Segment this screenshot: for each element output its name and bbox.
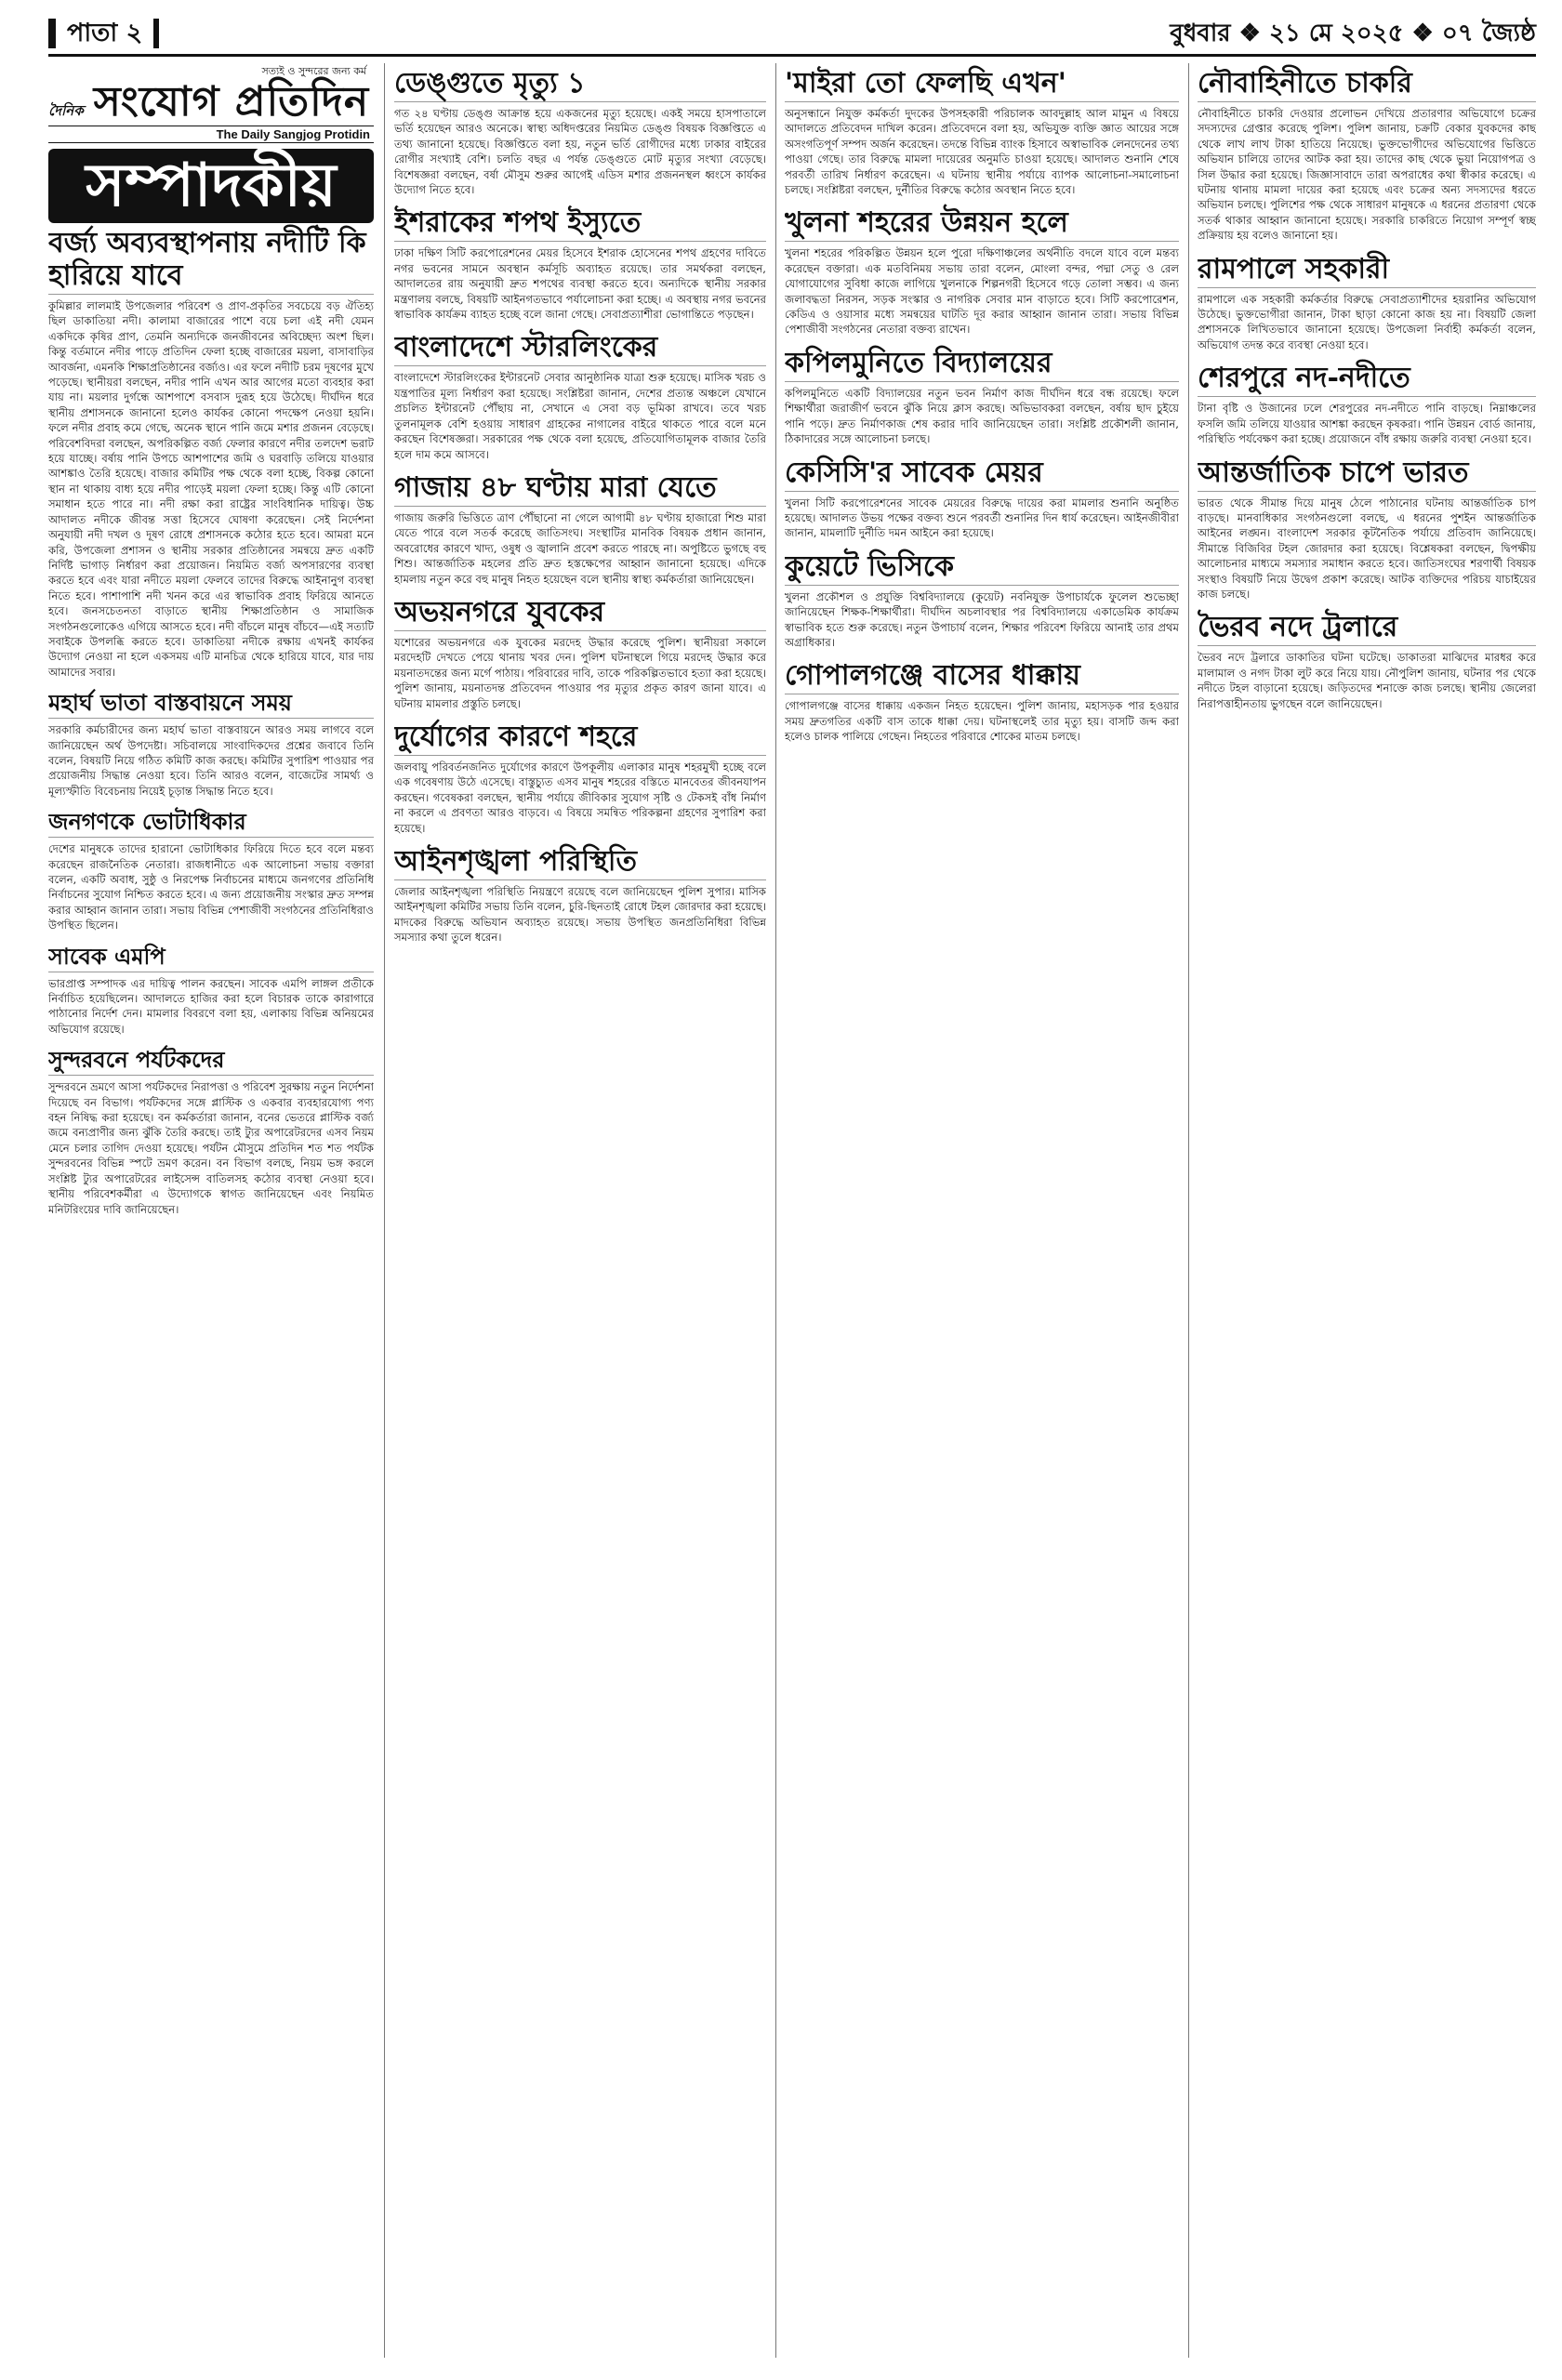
article-body: জলবায়ু পরিবর্তনজনিত দুর্যোগের কারণে উপকূলীয় এলাকার মানুষ শহরমুখী হচ্ছে বলে এক গবেষণায় উঠে এসেছে। বাস্তুচ্যুত এসব মানুষ শহরের বস্তিতে মানবেতর জীবনযাপন করছেন। গবেষকরা বলছেন, স্থানীয় পর্যায়ে জীবিকার সুযোগ সৃষ্টি ও টেকসই বাঁধ নির্মাণ না করলে এ প্রবণতা আরও বাড়বে। এ বিষয়ে সমন্বিত পরিকল্পনা গ্রহণের সুপারিশ করা হয়েছে। [394, 760, 766, 835]
article [785, 347, 1179, 447]
article-body: সরকারি কর্মচারীদের জন্য মহার্ঘ ভাতা বাস্তবায়নে আরও সময় লাগবে বলে জানিয়েছেন অর্থ উপদেষ্টা। সচিবালয়ে সাংবাদিকদের প্রশ্নের জবাবে তিনি বলেন, বিষয়টি নিয়ে গঠিত কমিটি কাজ করছে। কমিটির সুপারিশ পাওয়ার পর প্রয়োজনীয় সিদ্ধান্ত নেওয়া হবে। তিনি আরও বলেন, বাজেটের সামর্থ্য ও মূল্যস্ফীতি বিবেচনায় নিয়েই চূড়ান্ত সিদ্ধান্ত নিতে হবে। [48, 723, 374, 798]
article-headline: ডেঙ্গুতে মৃত্যু ১ [394, 67, 766, 102]
article-body: দেশের মানুষকে তাদের হারানো ভোটাধিকার ফিরিয়ে দিতে হবে বলে মন্তব্য করেছেন রাজনৈতিক নেতারা। রাজধানীতে এক আলোচনা সভায় বক্তারা বলেন, একটি অবাধ, সুষ্ঠু ও নিরপেক্ষ নির্বাচনের মাধ্যমে জনগণের প্রতিনিধি নির্বাচনের সুযোগ নিশ্চিত করতে হবে। এ জন্য প্রয়োজনীয় সংস্কার দ্রুত সম্পন্ন করার আহ্বান জানান তারা। সভায় বিভিন্ন পেশাজীবী সংগঠনের প্রতিনিধিরাও উপস্থিত ছিলেন। [48, 842, 374, 932]
column-3 [785, 63, 1179, 2358]
article [1198, 456, 1536, 602]
masthead [48, 63, 374, 223]
columns [48, 63, 1536, 2358]
article-headline: মহার্ঘ ভাতা বাস্তবায়নে সময় [48, 689, 374, 719]
article [394, 206, 766, 322]
article [394, 471, 766, 587]
article-body: অনুসন্ধানে নিযুক্ত কর্মকর্তা দুদকের উপসহকারী পরিচালক আবদুল্লাহ আল মামুন এ বিষয়ে আদালতে প্রতিবেদন দাখিল করেন। প্রতিবেদনে বলা হয়, অভিযুক্ত ব্যক্তি জ্ঞাত আয়ের সঙ্গে অসংগতিপূর্ণ সম্পদ অর্জন করেছেন। তদন্তে বিভিন্ন ব্যাংক হিসাবে অস্বাভাবিক লেনদেনের তথ্য পাওয়া গেছে। তার বিরুদ্ধে মামলা দায়েরের অনুমতি চাওয়া হয়েছে। আদালত শুনানি শেষে পরবর্তী তারিখ নির্ধারণ করেছেন। এ ঘটনায় স্থানীয় পর্যায়ে ব্যাপক আলোচনা-সমালোচনা চলছে। সংশ্লিষ্টরা বলছেন, দুর্নীতির বিরুদ্ধে কঠোর অবস্থান নিতে হবে। [785, 107, 1179, 197]
article [785, 456, 1179, 541]
article [394, 721, 766, 836]
article [394, 67, 766, 197]
masthead-daily: দৈনিক [48, 102, 84, 119]
article [48, 808, 374, 932]
article [785, 550, 1179, 651]
column-1 [48, 63, 374, 2358]
article-headline: ভৈরব নদে ট্রলারে [1198, 611, 1536, 646]
article-body: ভারপ্রাপ্ত সম্পাদক এর দায়িত্ব পালন করছেন। সাবেক এমপি লাঙ্গল প্রতীকে নির্বাচিত হয়েছিলেন। আদালতে হাজির করা হলে বিচারক তাকে কারাগারে পাঠানোর নির্দেশ দেন। মামলার বিবরণে বলা হয়, এলাকায় বিভিন্ন অনিয়মের অভিযোগ রয়েছে। [48, 976, 374, 1036]
masthead-tagline: সত্যই ও সুন্দরের জন্য কর্ম [261, 65, 366, 77]
article-body: খুলনা প্রকৌশল ও প্রযুক্তি বিশ্ববিদ্যালয়ে (কুয়েট) নবনিযুক্ত উপাচার্যকে ফুলেল শুভেচ্ছা জানিয়েছেন শিক্ষক-শিক্ষার্থীরা। দীর্ঘদিন অচলাবস্থার পর বিশ্ববিদ্যালয়ে একাডেমিক কার্যক্রম স্বাভাবিক হতে শুরু করেছে। নতুন উপাচার্য বলেন, শিক্ষার পরিবেশ ফিরিয়ে আনাই তার প্রথম অগ্রাধিকার। [785, 589, 1179, 649]
article-body: কুমিল্লার লালমাই উপজেলার পরিবেশ ও প্রাণ-প্রকৃতির সবচেয়ে বড় ঐতিহ্য ছিল ডাকাতিয়া নদী। কালামা বাজারের পাশে বয়ে চলা এই নদী যেমন একদিকে কৃষির প্রাণ, তেমনি অন্যদিকে জনজীবনের অবিচ্ছেদ্য অংশ ছিল। কিন্তু বর্তমানে নদীর পাড়ে প্রতিদিন ফেলা হচ্ছে বাজারের ময়লা, বাসাবাড়ির আবর্জনা, এমনকি শিক্ষাপ্রতিষ্ঠানের বর্জ্যও। এর ফলে নদীটি চরম দূষণের মুখে পড়েছে। স্থানীয়রা বলছেন, নদীর পানি এখন আর আগের মতো ব্যবহার করা যায় না। ময়লার দুর্গন্ধে আশপাশে বসবাস দুরূহ হয়ে উঠেছে। দীর্ঘদিন ধরে স্থানীয় প্রশাসনকে জানানো হলেও কার্যকর কোনো পদক্ষেপ নেওয়া হয়নি। ফলে নদীর প্রবাহ কমে গেছে, অনেক স্থানে পানি জমে মশার প্রজনন বেড়েছে। পরিবেশবিদরা বলছেন, অপরিকল্পিত বর্জ্য ফেলার কারণে নদীর তলদেশ ভরাট হয়ে যাচ্ছে। বর্ষায় পানি উপচে আশপাশের জমি ও ঘরবাড়ি তলিয়ে যাওয়ার আশঙ্কাও তৈরি হয়েছে। বাজার কমিটির পক্ষ থেকে বলা হচ্ছে, বিকল্প কোনো স্থান না থাকায় বাধ্য হয়ে নদীর পাড়েই ময়লা ফেলা হচ্ছে। কিন্তু এটি কোনো সমাধান হতে পারে না। নদী রক্ষা করা রাষ্ট্রের সাংবিধানিক দায়িত্ব। উচ্চ আদালত নদীকে জীবন্ত সত্তা হিসেবে ঘোষণা করেছেন। সেই নির্দেশনা অনুযায়ী নদী দখল ও দূষণ রোধে প্রশাসনকে কঠোর হতে হবে। আমরা মনে করি, উপজেলা প্রশাসন ও স্থানীয় সরকার প্রতিষ্ঠানের সমন্বয়ে দ্রুত একটি নির্দিষ্ট ভাগাড় নির্ধারণ করা প্রয়োজন। নিয়মিত বর্জ্য অপসারণের ব্যবস্থা করতে হবে এবং যারা নদীতে ময়লা ফেলবে তাদের বিরুদ্ধে আইনানুগ ব্যবস্থা নিতে হবে। পাশাপাশি নদী খনন করে এর স্বাভাবিক প্রবাহ ফিরিয়ে আনতে হবে। জনসচেতনতা বাড়াতে স্থানীয় শিক্ষাপ্রতিষ্ঠান ও সামাজিক সংগঠনগুলোকেও এগিয়ে আসতে হবে। নদী বাঁচলে মানুষ বাঁচবে—এই সত্যটি সবাইকে উপলব্ধি করতে হবে। ডাকাতিয়া নদীকে রক্ষায় এখনই কার্যকর উদ্যোগ নেওয়া না হলে একসময় এটি মানচিত্র থেকে হারিয়ে যাবে, যার দায় আমাদের সবার। [48, 299, 374, 679]
page-header [48, 15, 1536, 57]
article-body: যশোরের অভয়নগরে এক যুবকের মরদেহ উদ্ধার করেছে পুলিশ। স্থানীয়রা সকালে মরদেহটি দেখতে পেয়ে থানায় খবর দেন। পুলিশ ঘটনাস্থলে গিয়ে মরদেহ উদ্ধার করে ময়নাতদন্তের জন্য মর্গে পাঠায়। পরিবারের দাবি, তাকে পরিকল্পিতভাবে হত্যা করা হয়েছে। পুলিশ জানায়, ময়নাতদন্ত প্রতিবেদন পাওয়ার পর মৃত্যুর প্রকৃত কারণ জানা যাবে। এ ঘটনায় মামলার প্রস্তুতি চলছে। [394, 635, 766, 710]
article-headline: নৌবাহিনীতে চাকরি [1198, 67, 1536, 102]
column-divider [775, 63, 776, 2358]
dateline: বুধবার ❖ ২১ মে ২০২৫ ❖ ০৭ জ্যৈষ্ঠ [1170, 20, 1536, 47]
column-1-articles [48, 227, 374, 1217]
masthead-title-en: The Daily Sangjog Protidin [48, 126, 374, 143]
article [1198, 611, 1536, 711]
article-headline: জনগণকে ভোটাধিকার [48, 808, 374, 838]
article [1198, 362, 1536, 446]
article-headline: গাজায় ৪৮ ঘণ্টায় মারা যেতে [394, 471, 766, 507]
editorial-banner: সম্পাদকীয় [48, 149, 374, 223]
article-headline: শেরপুরে নদ-নদীতে [1198, 362, 1536, 397]
article-body: খুলনা শহরের পরিকল্পিত উন্নয়ন হলে পুরো দক্ষিণাঞ্চলের অর্থনীতি বদলে যাবে বলে মন্তব্য করেছেন বক্তারা। এক মতবিনিময় সভায় তারা বলেন, মোংলা বন্দর, পদ্মা সেতু ও রেল যোগাযোগের সুবিধা কাজে লাগিয়ে খুলনাকে শিল্পনগরী হিসেবে গড়ে তোলা সম্ভব। এ জন্য জলাবদ্ধতা নিরসন, সড়ক সংস্কার ও নাগরিক সেবার মান বাড়াতে হবে। সিটি করপোরেশন, কেডিএ ও ওয়াসার মধ্যে সমন্বয়ের ঘাটতি দূর করার আহ্বান জানান তারা। সভায় বিভিন্ন পেশাজীবী সংগঠনের নেতারা বক্তব্য রাখেন। [785, 246, 1179, 337]
article-headline: কপিলমুনিতে বিদ্যালয়ের [785, 347, 1179, 382]
article-body: জেলার আইনশৃঙ্খলা পরিস্থিতি নিয়ন্ত্রণে রয়েছে বলে জানিয়েছেন পুলিশ সুপার। মাসিক আইনশৃঙ্খলা কমিটির সভায় তিনি বলেন, চুরি-ছিনতাই রোধে টহল জোরদার করা হয়েছে। মাদকের বিরুদ্ধে অভিযান অব্যাহত রয়েছে। সভায় উপস্থিত জনপ্রতিনিধিরা বিভিন্ন সমস্যার কথা তুলে ধরেন। [394, 885, 766, 945]
article-body: গোপালগঞ্জে বাসের ধাক্কায় একজন নিহত হয়েছেন। পুলিশ জানায়, মহাসড়ক পার হওয়ার সময় দ্রুতগতির একটি বাস তাকে ধাক্কা দেয়। ঘটনাস্থলেই তার মৃত্যু হয়। বাসটি জব্দ করা হলেও চালক পালিয়ে গেছেন। নিহতের পরিবারে শোকের মাতম চলছে। [785, 699, 1179, 744]
article [1198, 67, 1536, 244]
article-headline: অভয়নগরে যুবকের [394, 596, 766, 631]
article [785, 659, 1179, 744]
article [48, 227, 374, 680]
article [785, 206, 1179, 337]
article-body: রামপালে এক সহকারী কর্মকর্তার বিরুদ্ধে সেবাপ্রত্যাশীদের হয়রানির অভিযোগ উঠেছে। ভুক্তভোগীরা জানান, টাকা ছাড়া কোনো কাজ হয় না। বিষয়টি জেলা প্রশাসনকে লিখিতভাবে জানানো হয়েছে। উপজেলা নির্বাহী কর্মকর্তা বলেন, অভিযোগ তদন্ত করে ব্যবস্থা নেওয়া হবে। [1198, 292, 1536, 351]
page-number: পাতা ২ [48, 19, 159, 48]
article-headline: সাবেক এমপি [48, 943, 374, 972]
column-4 [1198, 63, 1536, 2358]
article-headline: সুন্দরবনে পর্যটকদের [48, 1046, 374, 1076]
article-headline: রামপালে সহকারী [1198, 253, 1536, 288]
article-headline: 'মাইরা তো ফেলছি এখন' [785, 67, 1179, 102]
article [394, 845, 766, 945]
article-headline: দুর্যোগের কারণে শহরে [394, 721, 766, 756]
article-headline: বাংলাদেশে স্টারলিংকের [394, 331, 766, 366]
article [394, 596, 766, 711]
article-body: টানা বৃষ্টি ও উজানের ঢলে শেরপুরের নদ-নদীতে পানি বাড়ছে। নিম্নাঞ্চলের ফসলি জমি তলিয়ে যাওয়ার আশঙ্কা করছেন কৃষকরা। পানি উন্নয়ন বোর্ড জানায়, পরিস্থিতি পর্যবেক্ষণ করা হচ্ছে। প্রয়োজনে বাঁধ রক্ষায় জরুরি ব্যবস্থা নেওয়া হবে। [1198, 402, 1536, 446]
article-body: খুলনা সিটি করপোরেশনের সাবেক মেয়রের বিরুদ্ধে দায়ের করা মামলার শুনানি অনুষ্ঠিত হয়েছে। আদালত উভয় পক্ষের বক্তব্য শুনে পরবর্তী শুনানির দিন ধার্য করেছেন। আইনজীবীরা জানান, মামলাটি দুর্নীতি দমন আইনে করা হয়েছে। [785, 496, 1179, 540]
article-body: নৌবাহিনীতে চাকরি দেওয়ার প্রলোভন দেখিয়ে প্রতারণার অভিযোগে চক্রের সদস্যদের গ্রেপ্তার করেছে পুলিশ। পুলিশ জানায়, চক্রটি বেকার যুবকদের কাছ থেকে লাখ লাখ টাকা হাতিয়ে নিয়েছে। ভুক্তভোগীদের অভিযোগের ভিত্তিতে অভিযান চালিয়ে তাদের আটক করা হয়। তাদের কাছ থেকে ভুয়া নিয়োগপত্র ও সিল উদ্ধার করা হয়েছে। জিজ্ঞাসাবাদে তারা অপরাধের কথা স্বীকার করেছে। এ ঘটনায় থানায় মামলা দায়ের করা হয়েছে এবং চক্রের অন্য সদস্যদের ধরতে অভিযান চলছে। পুলিশের পক্ষ থেকে সাধারণ মানুষকে এ ধরনের প্রতারণা থেকে সতর্ক থাকার আহ্বান জানানো হয়েছে। সরকারি চাকরিতে নিয়োগ সম্পূর্ণ স্বচ্ছ প্রক্রিয়ায় হয় বলেও জানানো হয়। [1198, 107, 1536, 243]
article [48, 689, 374, 799]
article-headline: কুয়েটে ভিসিকে [785, 550, 1179, 586]
article-headline: আইনশৃঙ্খলা পরিস্থিতি [394, 845, 766, 880]
article-body: ভৈরব নদে ট্রলারে ডাকাতির ঘটনা ঘটেছে। ডাকাতরা মাঝিদের মারধর করে মালামাল ও নগদ টাকা লুট করে নিয়ে যায়। নৌপুলিশ জানায়, ঘটনার পর থেকে নদীতে টহল বাড়ানো হয়েছে। জড়িতদের শনাক্তে কাজ চলছে। স্থানীয় জেলেরা নিরাপত্তাহীনতায় ভুগছেন বলে জানিয়েছেন। [1198, 651, 1536, 710]
article-headline: আন্তর্জাতিক চাপে ভারত [1198, 456, 1536, 492]
masthead-title: সংযোগ প্রতিদিন [93, 78, 370, 126]
article [1198, 253, 1536, 353]
article [48, 1046, 374, 1217]
article [394, 331, 766, 461]
column-divider [1188, 63, 1189, 2358]
article-body: গত ২৪ ঘণ্টায় ডেঙ্গু আক্রান্ত হয়ে একজনের মৃত্যু হয়েছে। একই সময়ে হাসপাতালে ভর্তি হয়েছেন আরও অনেকে। স্বাস্থ্য অধিদপ্তরের নিয়মিত ডেঙ্গু বিষয়ক বিজ্ঞপ্তিতে এ তথ্য জানানো হয়েছে। বিজ্ঞপ্তিতে বলা হয়, নতুন ভর্তি রোগীদের মধ্যে ঢাকার বাইরের রোগীর সংখ্যাই বেশি। চলতি বছর এ পর্যন্ত ডেঙ্গুতে মোট মৃত্যুর সংখ্যা বেড়েছে। বিশেষজ্ঞরা বলছেন, বর্ষা মৌসুম শুরুর আগেই এডিস মশার প্রজননস্থল ধ্বংসে কার্যকর উদ্যোগ নিতে হবে। [394, 107, 766, 197]
article-body: গাজায় জরুরি ভিত্তিতে ত্রাণ পৌঁছানো না গেলে আগামী ৪৮ ঘণ্টায় হাজারো শিশু মারা যেতে পারে বলে সতর্ক করেছে জাতিসংঘ। সংস্থাটির মানবিক বিষয়ক প্রধান জানান, অবরোধের কারণে খাদ্য, ওষুধ ও জ্বালানি প্রবেশ করতে পারছে না। অপুষ্টিতে ভুগছে বহু শিশু। আন্তর্জাতিক মহলের প্রতি দ্রুত হস্তক্ষেপের আহ্বান জানানো হয়েছে। এদিকে হামলায় নতুন করে বহু মানুষ নিহত হয়েছেন বলে স্থানীয় স্বাস্থ্য কর্মকর্তারা জানিয়েছেন। [394, 510, 766, 586]
article-headline: খুলনা শহরের উন্নয়ন হলে [785, 206, 1179, 242]
article-headline: গোপালগঞ্জে বাসের ধাক্কায় [785, 659, 1179, 694]
article-headline: বর্জ্য অব্যবস্থাপনায় নদীটি কি হারিয়ে যাবে [48, 227, 374, 295]
article [785, 67, 1179, 197]
article-headline: কেসিসি'র সাবেক মেয়র [785, 456, 1179, 492]
article [48, 943, 374, 1038]
article-body: কপিলমুনিতে একটি বিদ্যালয়ের নতুন ভবন নির্মাণ কাজ দীর্ঘদিন ধরে বন্ধ রয়েছে। ফলে শিক্ষার্থীরা জরাজীর্ণ ভবনে ঝুঁকি নিয়ে ক্লাস করছে। অভিভাবকরা বলছেন, বর্ষায় ছাদ চুইয়ে পানি পড়ে। দ্রুত নির্মাণকাজ শেষ করার দাবি জানিয়েছেন তারা। সংশ্লিষ্ট প্রকৌশলী জানান, ঠিকাদারের সঙ্গে আলোচনা চলছে। [785, 386, 1179, 446]
article-body: বাংলাদেশে স্টারলিংকের ইন্টারনেট সেবার আনুষ্ঠানিক যাত্রা শুরু হয়েছে। মাসিক খরচ ও যন্ত্রপাতির মূল্য নির্ধারণ করা হয়েছে। সংশ্লিষ্টরা জানান, দেশের প্রত্যন্ত অঞ্চলে যেখানে প্রচলিত ইন্টারনেট পৌঁছায় না, সেখানে এ সেবা বড় ভূমিকা রাখবে। তবে খরচ তুলনামূলক বেশি হওয়ায় সাধারণ গ্রাহকের নাগালের বাইরে থাকতে পারে বলে মনে করছেন বিশেষজ্ঞরা। সরকারের পক্ষ থেকে বলা হয়েছে, প্রতিযোগিতামূলক বাজার তৈরি হলে দাম কমে আসবে। [394, 371, 766, 461]
article-headline: ইশরাকের শপথ ইস্যুতে [394, 206, 766, 242]
article-body: ঢাকা দক্ষিণ সিটি করপোরেশনের মেয়র হিসেবে ইশরাক হোসেনের শপথ গ্রহণের দাবিতে নগর ভবনের সামনে অবস্থান কর্মসূচি অব্যাহত রয়েছে। তার সমর্থকরা বলছেন, আদালতের রায় অনুযায়ী দ্রুত শপথের ব্যবস্থা করতে হবে। অন্যদিকে স্থানীয় সরকার মন্ত্রণালয় বলছে, বিষয়টি আইনগতভাবে পর্যালোচনা করা হচ্ছে। এ অবস্থায় নগর ভবনের স্বাভাবিক কার্যক্রম ব্যাহত হচ্ছে বলে জানা গেছে। সেবাপ্রত্যাশীরা ভোগান্তিতে পড়ছেন। [394, 246, 766, 322]
column-divider [384, 63, 385, 2358]
article-body: ভারত থেকে সীমান্ত দিয়ে মানুষ ঠেলে পাঠানোর ঘটনায় আন্তর্জাতিক চাপ বাড়ছে। মানবাধিকার সংগঠনগুলো বলছে, এ ধরনের পুশইন আন্তর্জাতিক আইনের লঙ্ঘন। বাংলাদেশ সরকার কূটনৈতিক পর্যায়ে প্রতিবাদ জানিয়েছে। সীমান্তে বিজিবির টহল জোরদার করা হয়েছে। বিশ্লেষকরা বলছেন, দ্বিপক্ষীয় আলোচনার মাধ্যমে সমস্যার সমাধান করতে হবে। জাতিসংঘের শরণার্থী বিষয়ক সংস্থাও বিষয়টি নিয়ে উদ্বেগ প্রকাশ করেছে। আটক ব্যক্তিদের পরিচয় যাচাইয়ের কাজ চলছে। [1198, 496, 1536, 601]
article-body: সুন্দরবনে ভ্রমণে আসা পর্যটকদের নিরাপত্তা ও পরিবেশ সুরক্ষায় নতুন নির্দেশনা দিয়েছে বন বিভাগ। পর্যটকদের সঙ্গে প্লাস্টিক ও একবার ব্যবহারযোগ্য পণ্য বহন নিষিদ্ধ করা হয়েছে। বন কর্মকর্তারা জানান, বনের ভেতরে প্লাস্টিক বর্জ্য জমে বন্যপ্রাণীর জন্য ঝুঁকি তৈরি করছে। তাই ট্যুর অপারেটরদের এসব নিয়ম মেনে চলার তাগিদ দেওয়া হয়েছে। পর্যটন মৌসুমে প্রতিদিন শত শত পর্যটক সুন্দরবনের বিভিন্ন স্পটে ভ্রমণ করেন। বন বিভাগ বলছে, নিয়ম ভঙ্গ করলে সংশ্লিষ্ট ট্যুর অপারেটরের লাইসেন্স বাতিলসহ কঠোর ব্যবস্থা নেওয়া হবে। স্থানীয় পরিবেশকর্মীরা এ উদ্যোগকে স্বাগত জানিয়েছেন এবং নিয়মিত মনিটরিংয়ের দাবি জানিয়েছেন। [48, 1080, 374, 1216]
column-2 [394, 63, 766, 2358]
